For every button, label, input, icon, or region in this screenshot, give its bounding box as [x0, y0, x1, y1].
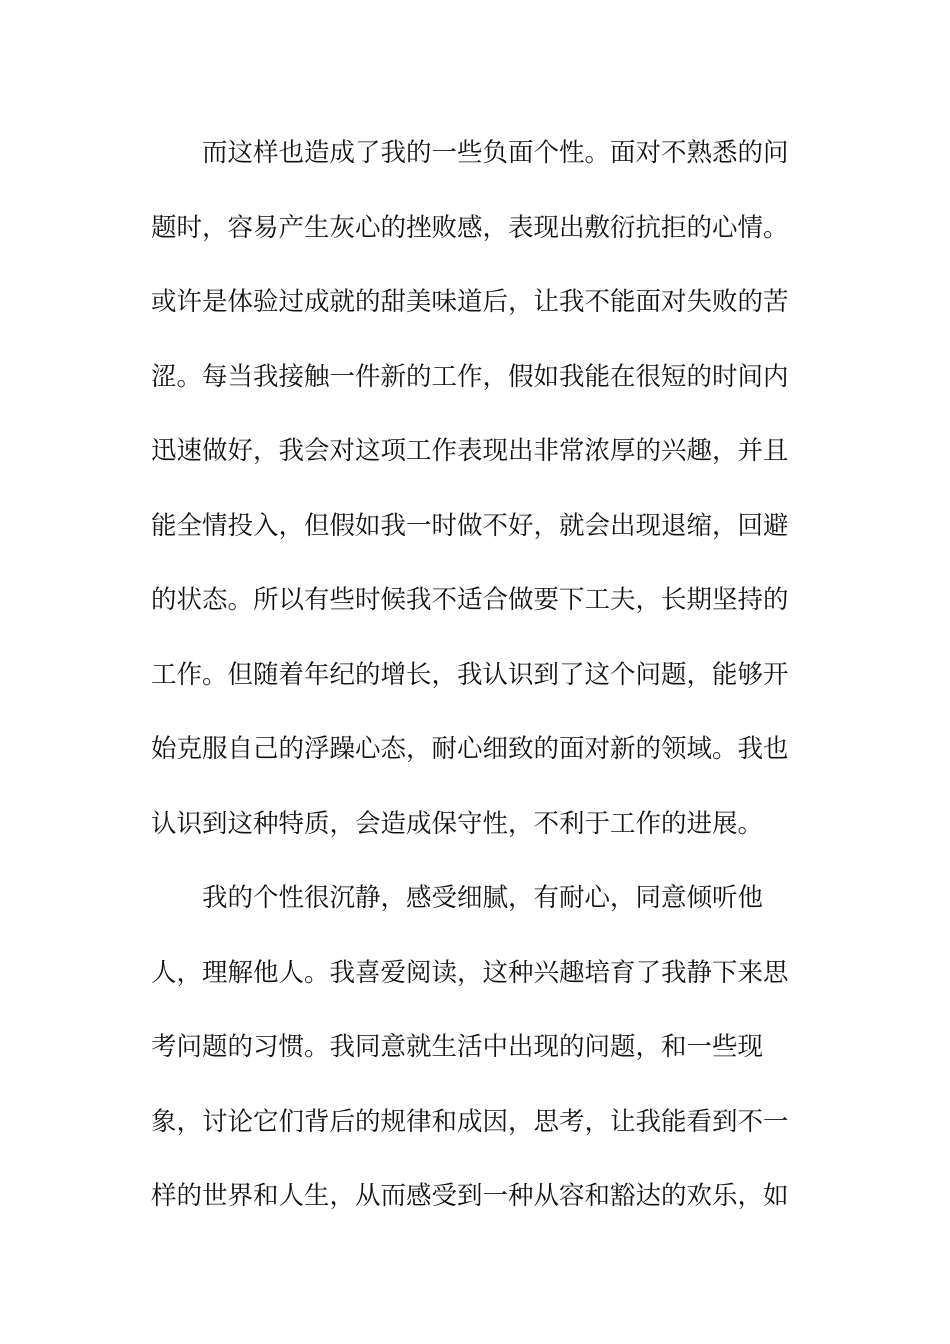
- text-line: 我的个性很沉静，感受细腻，有耐心，同意倾听他: [202, 883, 764, 913]
- text-line: 或许是体验过成就的甜美味道后，让我不能面对失败的苦: [151, 287, 789, 317]
- text-line: 人，理解他人。我喜爱阅读，这种兴趣培育了我静下来思: [151, 957, 789, 988]
- text-line: 始克服自己的浮躁心态，耐心细致的面对新的领域。我也: [151, 734, 789, 764]
- text-line: 迅速做好，我会对这项工作表现出非常浓厚的兴趣，并且: [151, 436, 789, 466]
- body-text: [151, 128, 801, 1246]
- text-line: 工作。但随着年纪的增长，我认识到了这个问题，能够开: [151, 659, 789, 690]
- text-line: 象，讨论它们背后的规律和成因，思考，让我能看到不一: [151, 1106, 789, 1137]
- text-line: 考问题的习惯。我同意就生活中出现的问题，和一些现: [151, 1032, 764, 1062]
- text-line: 样的世界和人生，从而感受到一种从容和豁达的欢乐，如: [151, 1181, 789, 1211]
- paragraph: [151, 128, 801, 873]
- text-line: 而这样也造成了我的一些负面个性。面对不熟悉的问: [202, 138, 789, 168]
- text-line: 认识到这种特质，会造成保守性，不利于工作的进展。: [151, 808, 764, 839]
- text-line: 能全情投入，但假如我一时做不好，就会出现退缩，回避: [151, 510, 789, 541]
- text-line: 题时，容易产生灰心的挫败感，表现出敷衍抗拒的心情。: [151, 212, 789, 243]
- text-line: 涩。每当我接触一件新的工作，假如我能在很短的时间内: [151, 361, 789, 392]
- paragraph: [151, 873, 801, 1246]
- text-line: 的状态。所以有些时候我不适合做要下工夫，长期坚持的: [151, 585, 789, 615]
